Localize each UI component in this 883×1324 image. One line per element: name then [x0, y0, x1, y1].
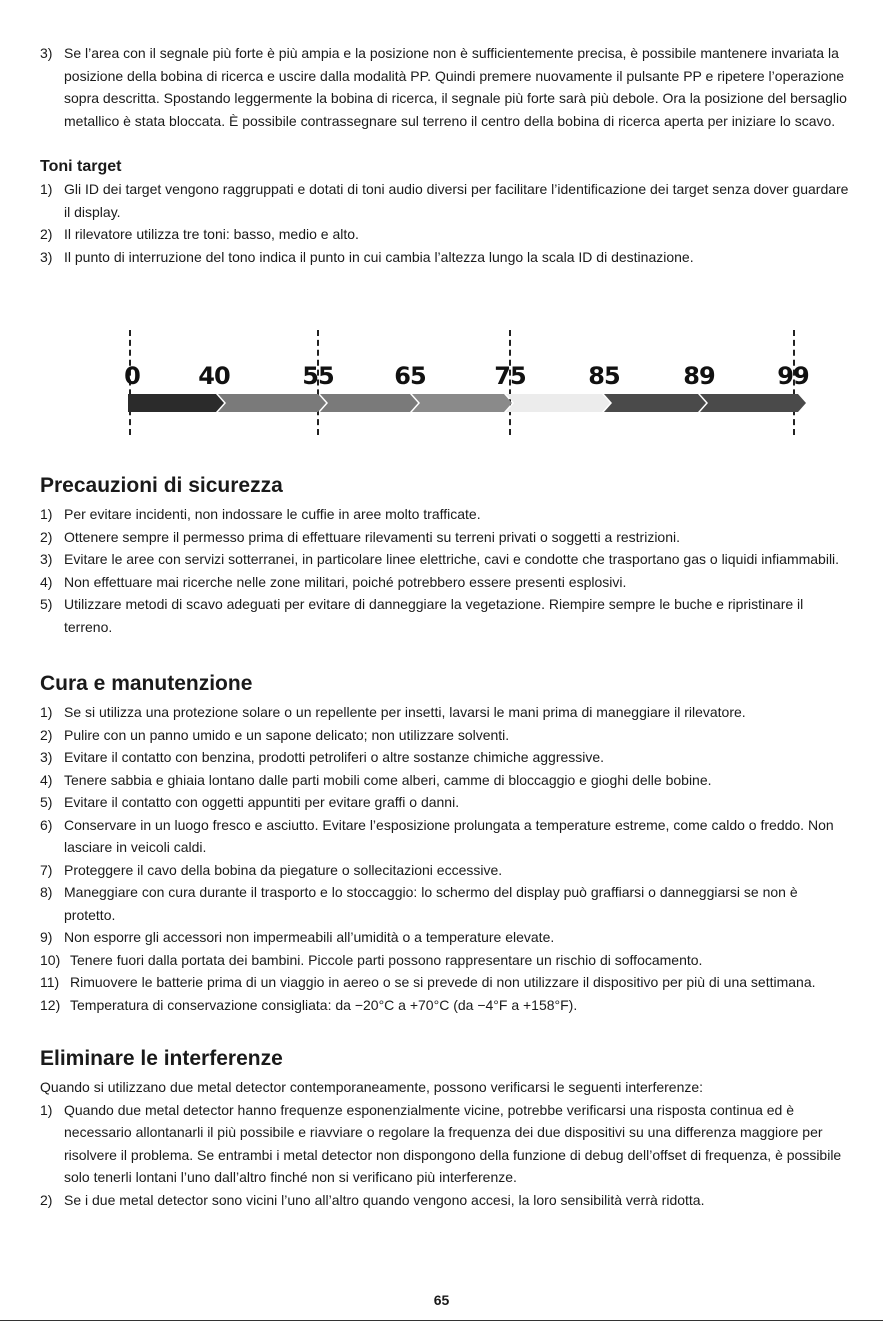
item-number: 6) [40, 816, 53, 833]
item-number: 12) [40, 996, 61, 1013]
item-text: Tenere sabbia e ghiaia lontano dalle parti mobili come alberi, camme di bloccaggio e gioghi delle bobine. [64, 771, 712, 788]
tone-segment [320, 394, 418, 412]
item-number: 3) [40, 248, 53, 265]
item-text: Gli ID dei target vengono raggruppati e dotati di toni audio diversi per facilitare l’identificazione dei target senza dover guardare il display. [64, 181, 849, 220]
tone-segment [218, 394, 326, 412]
item-text: Temperatura di conservazione consigliata: da −20°C a +70°C (da −4°F a +158°F). [70, 996, 578, 1013]
cura-section [40, 670, 850, 1016]
list-item [40, 1099, 850, 1189]
section-heading: Precauzioni di sicurezza [40, 474, 283, 497]
item-number: 1) [40, 1101, 53, 1118]
item-number: 9) [40, 929, 53, 945]
list-item [40, 791, 850, 814]
page-number: 65 [433, 1292, 450, 1308]
item-number: 2) [40, 528, 53, 545]
item-text: Se i due metal detector sono vicini l’uno all’altro quando vengono accesi, la loro sensibilità verrà ridotta. [64, 1191, 705, 1208]
item-text: Evitare il contatto con oggetti appuntiti per evitare graffi o danni. [64, 794, 460, 810]
pp-section [40, 42, 850, 132]
item-number: 8) [40, 884, 53, 900]
item-number: 2) [40, 726, 53, 743]
item-number: 1) [40, 704, 53, 720]
section-heading: Toni target [40, 158, 122, 175]
tone-segment [128, 394, 224, 412]
list-item [40, 949, 850, 972]
list-item [40, 223, 850, 246]
item-text: Evitare le aree con servizi sotterranei, in particolare linee elettriche, cavi e condotte che trasportano gas o liquidi infiammabili. [64, 551, 840, 567]
item-text: Tenere fuori dalla portata dei bambini. Piccole parti possono rappresentare un rischio di soffocamento. [70, 951, 703, 968]
item-number: 11) [40, 974, 60, 990]
list-item [40, 724, 850, 747]
scale-label: 40 [198, 362, 230, 390]
list-item [40, 859, 850, 882]
list-item [40, 246, 850, 269]
tone-segment [700, 394, 806, 412]
item-text: Quando due metal detector hanno frequenze esponenzialmente vicine, potrebbe verificarsi una risposta continua ed è necessario allontanarli il più possibile e riavviare o regolare la frequenza dei due dispositivi su una differenza maggiore per risolvere il problema. Se entrambi i metal detector non dispongono della funzione di debug dell’offset di frequenza, è possibile solo tenerli lontani l’uno dall’altro finché non si verificano più interferenze. [64, 1101, 842, 1185]
item-text: Pulire con un panno umido e un sapone delicato; non utilizzare solventi. [64, 726, 510, 743]
scale-label: 75 [494, 362, 526, 390]
list-item [40, 994, 850, 1017]
tone-scale-diagram [120, 320, 820, 430]
scale-label: 85 [588, 362, 620, 390]
item-number: 3) [40, 551, 53, 567]
item-number: 5) [40, 794, 53, 810]
list-item [40, 526, 850, 549]
item-text: Evitare il contatto con benzina, prodotti petroliferi o altre sostanze chimiche aggressive. [64, 749, 605, 765]
section-heading: Eliminare le interferenze [40, 1047, 283, 1070]
scale-label: 65 [394, 362, 426, 390]
scale-label: 99 [777, 362, 809, 390]
item-number: 2) [40, 1191, 53, 1208]
list-item [40, 42, 850, 132]
item-number: 10) [40, 951, 61, 968]
tone-segment [604, 394, 706, 412]
item-text: Il rilevatore utilizza tre toni: basso, medio e alto. [64, 226, 359, 242]
toni-target-section [40, 156, 850, 268]
item-text: Utilizzare metodi di scavo adeguati per evitare di danneggiare la vegetazione. Riempire sempre le buche e ripristinare il terreno. [64, 596, 804, 635]
item-text: Rimuovere le batterie prima di un viaggio in aereo o se si prevede di non utilizzare il dispositivo per più di una settimana. [70, 974, 816, 990]
footer-divider [0, 1320, 883, 1321]
tone-segment [506, 394, 610, 412]
list-item [40, 926, 850, 949]
item-number: 7) [40, 861, 53, 878]
item-text: Non esporre gli accessori non impermeabili all’umidità o a temperature elevate. [64, 929, 555, 945]
list-item [40, 971, 850, 994]
scale-label: 0 [124, 362, 140, 390]
item-text: Conservare in un luogo fresco e asciutto. Evitare l’esposizione prolungata a temperature estreme, come caldo o freddo. Non lasciare in veicoli caldi. [64, 816, 834, 855]
list-item [40, 701, 850, 724]
item-number: 1) [40, 181, 53, 197]
item-number: 3) [40, 749, 53, 765]
list-item [40, 178, 850, 223]
item-number: 4) [40, 771, 53, 788]
item-text: Il punto di interruzione del tono indica il punto in cui cambia l’altezza lungo la scala ID di destinazione. [64, 248, 694, 265]
item-text: Maneggiare con cura durante il trasporto e lo stoccaggio: lo schermo del display può graffiarsi o danneggiarsi se non è protetto. [64, 884, 798, 923]
list-item [40, 881, 850, 926]
section-heading: Cura e manutenzione [40, 672, 253, 695]
section-intro: Quando si utilizzano due metal detector contemporaneamente, possono verificarsi le seguenti interferenze: [40, 1079, 704, 1095]
item-number: 5) [40, 596, 53, 612]
interferenze-section [40, 1045, 850, 1211]
tone-bar [128, 394, 818, 412]
item-number: 2) [40, 226, 53, 242]
list-item [40, 769, 850, 792]
item-number: 3) [40, 45, 53, 61]
list-item [40, 814, 850, 859]
sicurezza-section [40, 472, 850, 638]
item-text: Per evitare incidenti, non indossare le cuffie in aree molto trafficate. [64, 506, 481, 522]
item-text: Se si utilizza una protezione solare o un repellente per insetti, lavarsi le mani prima di maneggiare il rilevatore. [64, 704, 746, 720]
list-item [40, 1189, 850, 1212]
scale-label: 55 [302, 362, 334, 390]
list-item [40, 571, 850, 594]
scale-label: 89 [683, 362, 715, 390]
item-text: Se l’area con il segnale più forte è più ampia e la posizione non è sufficientemente precisa, è possibile mantenere invariata la posizione della bobina di ricerca e uscire dalla modalità PP. Quindi premere nuovamente il pulsante PP e ripetere l’operazione sopra descritta. Spostando leggermente la bobina di ricerca, il segnale più forte sarà più debole. Ora la posizione del bersaglio metallico è stata bloccata. È possibile contrassegnare sul terreno il centro della bobina di ricerca aperta per iniziare lo scavo. [64, 45, 847, 129]
list-item [40, 746, 850, 769]
item-number: 1) [40, 506, 53, 522]
tone-segment [412, 394, 512, 412]
item-text: Non effettuare mai ricerche nelle zone militari, poiché potrebbero essere presenti esplosivi. [64, 573, 627, 590]
item-text: Ottenere sempre il permesso prima di effettuare rilevamenti su terreni privati o soggetti a restrizioni. [64, 528, 681, 545]
list-item [40, 548, 850, 571]
list-item [40, 593, 850, 638]
item-text: Proteggere il cavo della bobina da piegature o sollecitazioni eccessive. [64, 861, 503, 878]
item-number: 4) [40, 573, 53, 590]
list-item [40, 503, 850, 526]
